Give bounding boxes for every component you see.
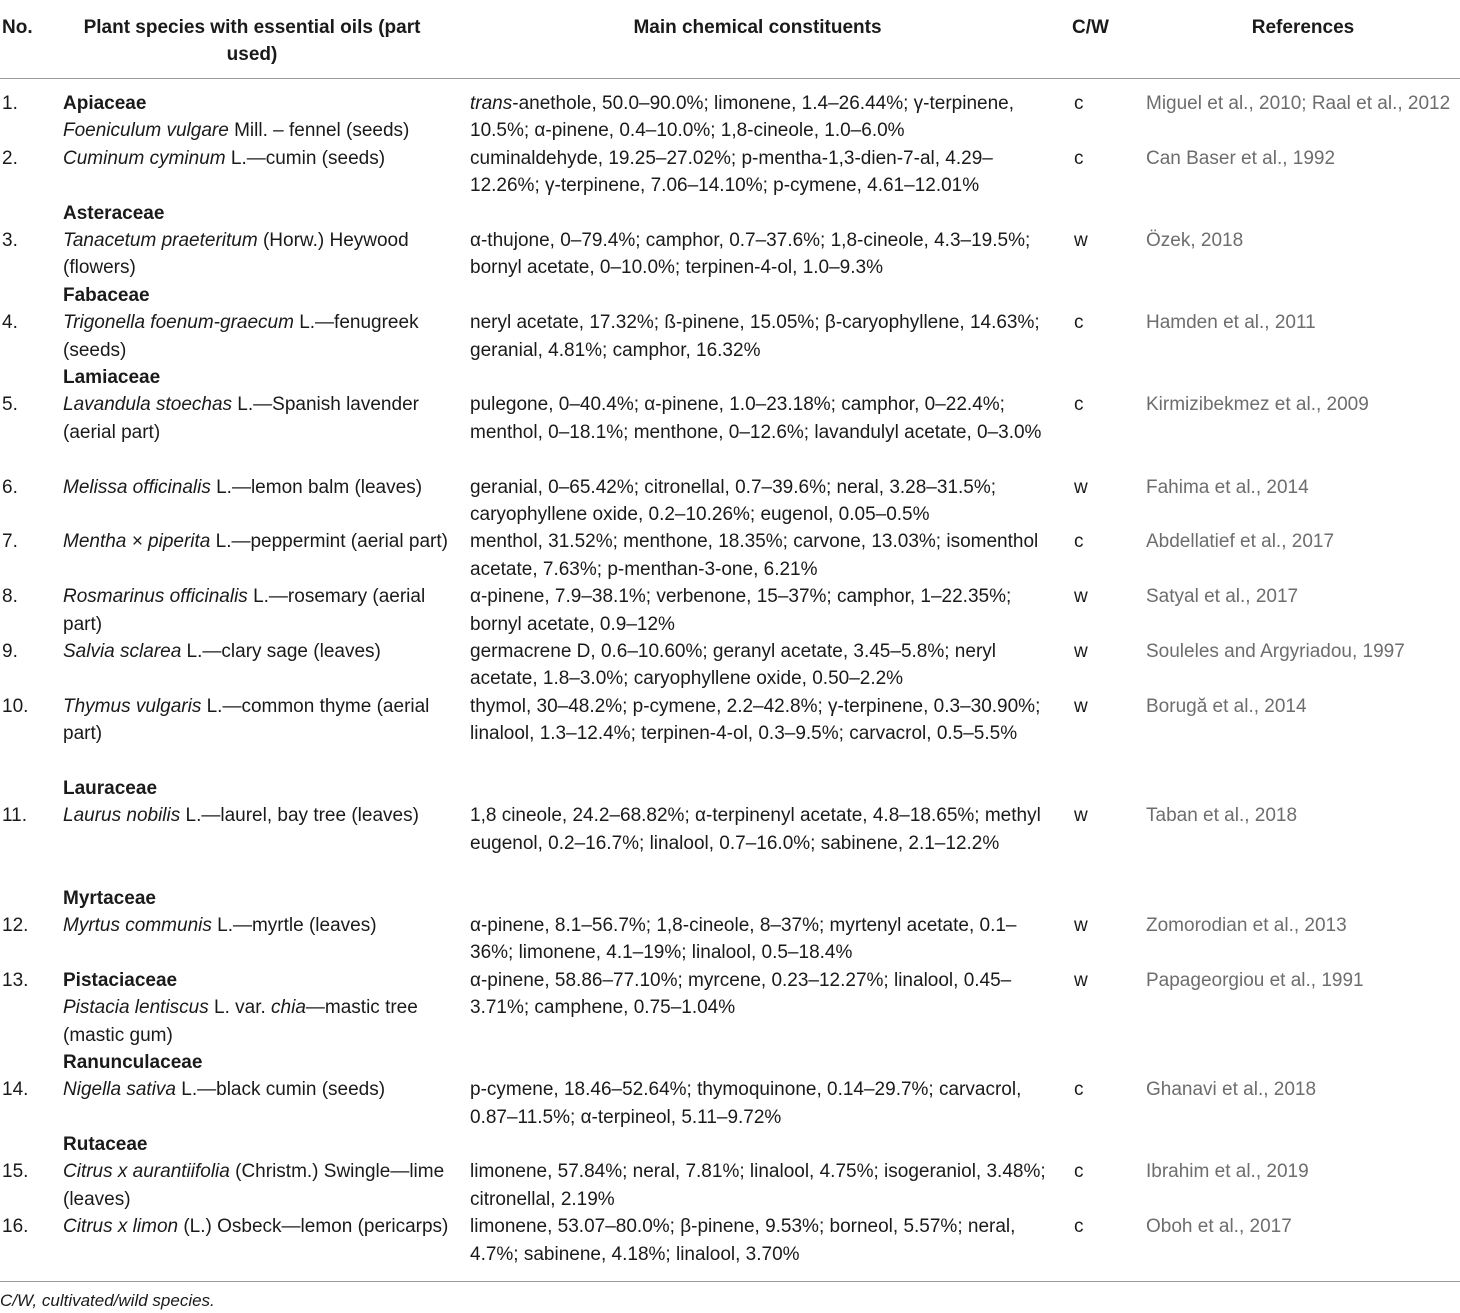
species-detail: L.—laurel, bay tree (leaves) [180,805,419,827]
cw-value: w [1074,640,1088,662]
header-cw: C/W [1072,17,1109,38]
header-plant: Plant species with essential oils (part used) [83,17,421,65]
constituents-cell [470,145,1048,200]
constituents-text: p-cymene, 18.46–52.64%; thymoquinone, 0.14–29.7%; carvacrol, 0.87–11.5%; α-terpineol, 5.11–9.72% [470,1079,1022,1128]
table-row [0,1076,1460,1131]
reference-link: Ghanavi et al., 2018 [1146,1079,1317,1101]
plant-species-cell [63,90,458,145]
reference-link: Miguel et al., 2010; Raal et al., 2012 [1146,93,1451,114]
plant-species-cell [63,583,458,638]
plant-species-cell [63,474,458,501]
table-row [0,474,1460,529]
header-references: References [1251,17,1355,38]
constituents-text: geranial, 0–65.42%; citronellal, 0.7–39.6%; neral, 3.28–31.5%; caryophyllene oxide, 0.2–10.26%; eugenol, 0.05–0.5% [470,476,997,525]
constituents-text: menthol, 31.52%; menthone, 18.35%; carvone, 13.03%; isomenthol acetate, 7.63%; p-menthan-3-one, 6.21% [470,531,1039,580]
plant-species-cell [63,528,458,555]
constituents-text: α-pinene, 8.1–56.7%; 1,8-cineole, 8–37%; myrtenyl acetate, 0.1–36%; limonene, 4.1–19%; linalool, 0.5–18.4% [470,914,1017,964]
species-detail: (Christm.) Swingle—lime (leaves) [63,1161,445,1210]
table-bottom-rule [0,1281,1460,1282]
reference-link: Taban et al., 2018 [1146,805,1298,827]
constituents-text: -anethole, 50.0–90.0%; limonene, 1.4–26.44%; γ-terpinene, 10.5%; α-pinene, 0.4–10.0%; 1,8-cineole, 1.0–6.0% [470,93,1014,142]
reference-link: Özek, 2018 [1146,229,1244,251]
species-detail: L.—fenugreek (seeds) [63,312,419,361]
reference-link: Abdellatief et al., 2017 [1146,531,1335,553]
species-name: Tanacetum praeteritum [63,229,258,251]
row-number: 6. [2,476,18,498]
constituents-cell [470,693,1048,748]
reference-link: Hamden et al., 2011 [1146,312,1316,334]
table-footnote: C/W, cultivated/wild species. [0,1291,215,1310]
species-detail: L.—Spanish lavender (aerial part) [63,394,419,443]
species-detail: L.—myrtle (leaves) [211,914,377,936]
reference-link: Borugă et al., 2014 [1146,695,1307,717]
species-detail: L.—lemon balm (leaves) [210,476,423,498]
plant-species-cell [63,145,458,172]
table-row [0,1213,1460,1268]
family-heading [0,282,1460,309]
constituents-text: germacrene D, 0.6–10.60%; geranyl acetate, 3.45–5.8%; neryl acetate, 1.8–3.0%; caryophyllene oxide, 0.50–2.2% [470,640,996,690]
constituents-cell [470,1213,1048,1268]
species-name: Salvia sclarea [63,640,182,662]
species-detail: Mill. – fennel (seeds) [228,120,410,142]
table-row [0,1158,1460,1213]
cw-value: w [1074,476,1088,498]
row-number: 15. [2,1161,29,1183]
plant-species-cell [63,802,458,829]
constituents-text: α-pinene, 7.9–38.1%; verbenone, 15–37%; camphor, 1–22.35%; bornyl acetate, 0.9–12% [470,586,1012,635]
species-name: Cuminum cyminum [63,147,226,169]
constituents-text: pulegone, 0–40.4%; α-pinene, 1.0–23.18%; camphor, 0–22.4%; menthol, 0–18.1%; menthone, 0–12.6%; lavandulyl acetate, 0–3.0% [470,394,1042,443]
species-name: Melissa officinalis [63,476,211,498]
reference-link: Fahima et al., 2014 [1146,476,1309,498]
cw-value: w [1074,805,1088,827]
family-heading [0,885,1460,912]
cw-value: c [1074,394,1084,416]
cw-value: w [1074,914,1088,936]
species-detail: (Horw.) Heywood (flowers) [63,229,409,279]
family-heading [0,1049,1460,1076]
family-heading [0,200,1460,227]
row-number: 7. [2,531,18,553]
row-number: 11. [2,805,28,827]
table-row [0,693,1460,775]
family-label: Pistaciaceae [63,969,178,991]
constituents-cell [470,528,1048,583]
row-number: 13. [2,969,29,991]
cw-value: w [1074,229,1088,251]
constituents-cell [470,1158,1048,1213]
constituents-cell [470,309,1048,364]
plant-species-cell [63,227,458,282]
reference-link: Papageorgiou et al., 1991 [1146,969,1364,991]
species-name: Pistacia lentiscus [63,997,209,1019]
row-number: 10. [2,695,29,717]
constituents-text: limonene, 57.84%; neral, 7.81%; linalool, 4.75%; isogeraniol, 3.48%; citronellal, 2.19% [470,1161,1046,1210]
species-detail: L.—black cumin (seeds) [176,1079,386,1101]
constituents-cell [470,802,1048,857]
constituents-cell [470,90,1048,145]
constituents-cell [470,474,1048,529]
family-label: Ranunculaceae [63,1051,203,1073]
cw-value: c [1074,531,1084,553]
species-detail: L.—rosemary (aerial part) [63,586,426,635]
table-row [0,912,1460,967]
species-name: Citrus x aurantiifolia [63,1161,230,1183]
row-number: 4. [2,312,18,334]
family-label: Myrtaceae [63,887,156,909]
row-number: 12. [2,914,29,936]
plant-species-cell [63,391,458,446]
constituents-text: 1,8 cineole, 24.2–68.82%; α-terpinenyl acetate, 4.8–18.65%; methyl eugenol, 0.2–16.7%; linalool, 0.7–16.0%; sabinene, 2.1–12.2% [470,805,1041,854]
table-row [0,145,1460,200]
family-label: Lamiaceae [63,366,161,388]
constituents-cell [470,638,1048,693]
family-label: Apiaceae [63,93,147,114]
family-heading [0,775,1460,802]
header-constituents: Main chemical constituents [633,17,882,38]
constituent-prefix: trans [470,93,513,114]
cw-value: w [1074,695,1088,717]
plant-species-cell [63,967,458,1049]
plant-species-cell [63,912,458,939]
constituents-cell [470,1076,1048,1131]
reference-link: Souleles and Argyriadou, 1997 [1146,640,1405,662]
constituents-cell [470,912,1048,967]
family-label: Asteraceae [63,202,165,224]
constituents-text: α-pinene, 58.86–77.10%; myrcene, 0.23–12.27%; linalool, 0.45–3.71%; camphene, 0.75–1.04% [470,969,1012,1019]
cw-value: c [1074,1079,1084,1101]
cw-value: w [1074,969,1088,991]
species-detail: L.—common thyme (aerial part) [63,695,430,745]
plant-species-cell [63,309,458,364]
species-name: Lavandula stoechas [63,394,233,416]
species-name: Rosmarinus officinalis [63,586,248,608]
cw-value: c [1074,93,1084,114]
constituents-text: neryl acetate, 17.32%; ß-pinene, 15.05%; β-caryophyllene, 14.63%; geranial, 4.81%; camphor, 16.32% [470,312,1040,361]
species-name: Mentha × piperita [63,531,211,553]
table-row [0,528,1460,583]
constituents-cell [470,967,1048,1022]
species-name: Nigella sativa [63,1079,176,1101]
reference-link: Kirmizibekmez et al., 2009 [1146,394,1369,416]
family-label: Lauraceae [63,777,158,799]
table-row [0,309,1460,364]
species-name: Laurus nobilis [63,805,181,827]
constituents-cell [470,583,1048,638]
row-number: 8. [2,586,18,608]
constituents-cell [470,227,1048,282]
reference-link: Zomorodian et al., 2013 [1146,914,1347,936]
species-name: Thymus vulgaris [63,695,202,717]
constituents-cell [470,391,1048,446]
row-number: 16. [2,1216,29,1238]
row-number: 5. [2,394,18,416]
family-label: Rutaceae [63,1134,148,1156]
species-detail-2: —mastic tree (mastic gum) [63,997,418,1046]
plant-species-cell [63,1076,458,1103]
constituents-text: cuminaldehyde, 19.25–27.02%; p-mentha-1,3-dien-7-al, 4.29–12.26%; γ-terpinene, 7.06–14.10%; p-cymene, 4.61–12.01% [470,147,993,197]
species-name: Foeniculum vulgare [63,120,229,142]
plant-species-cell [63,693,458,748]
reference-link: Oboh et al., 2017 [1146,1216,1292,1238]
header-no: No. [2,17,33,38]
species-detail: (L.) Osbeck—lemon (pericarps) [178,1216,449,1238]
table-row [0,802,1460,884]
species-detail: L.—cumin (seeds) [225,147,386,169]
species-name: Myrtus communis [63,914,212,936]
table-row [0,638,1460,693]
species-name: Citrus x limon [63,1216,179,1238]
plant-species-cell [63,1213,458,1240]
table-row [0,90,1460,145]
cw-value: c [1074,1216,1084,1238]
reference-link: Satyal et al., 2017 [1146,586,1299,608]
table-body [0,90,1460,1268]
species-detail: L.—clary sage (leaves) [181,640,381,662]
table-header [0,0,1460,79]
constituents-text: limonene, 53.07–80.0%; β-pinene, 9.53%; borneol, 5.57%; neral, 4.7%; sabinene, 4.18%; linalool, 3.70% [470,1216,1016,1265]
cw-value: c [1074,312,1084,334]
row-number: 9. [2,640,18,662]
cw-value: w [1074,586,1088,608]
species-name: Trigonella foenum-graecum [63,312,294,334]
table-row [0,227,1460,282]
reference-link: Can Baser et al., 1992 [1146,147,1336,169]
row-number: 3. [2,229,18,251]
table-row [0,967,1460,1049]
plant-species-cell [63,1158,458,1213]
row-number: 2. [2,147,18,169]
cw-value: c [1074,147,1084,169]
family-heading [0,1131,1460,1158]
table-row [0,583,1460,638]
family-label: Fabaceae [63,284,150,306]
row-number: 14. [2,1079,29,1101]
family-heading [0,364,1460,391]
row-number: 1. [2,93,18,114]
reference-link: Ibrahim et al., 2019 [1146,1161,1309,1183]
table-row [0,391,1460,473]
species-detail: L.—peppermint (aerial part) [210,531,448,553]
constituents-text: thymol, 30–48.2%; p-cymene, 2.2–42.8%; γ-terpinene, 0.3–30.90%; linalool, 1.3–12.4%; terpinen-4-ol, 0.3–9.5%; carvacrol, 0.5–5.5% [470,695,1041,745]
variety-name: chia [271,997,306,1019]
plant-species-cell [63,638,458,665]
constituents-text: α-thujone, 0–79.4%; camphor, 0.7–37.6%; 1,8-cineole, 4.3–19.5%; bornyl acetate, 0–10.0%; terpinen-4-ol, 1.0–9.3% [470,229,1031,279]
cw-value: c [1074,1161,1084,1183]
species-detail: L. var. [208,997,272,1019]
